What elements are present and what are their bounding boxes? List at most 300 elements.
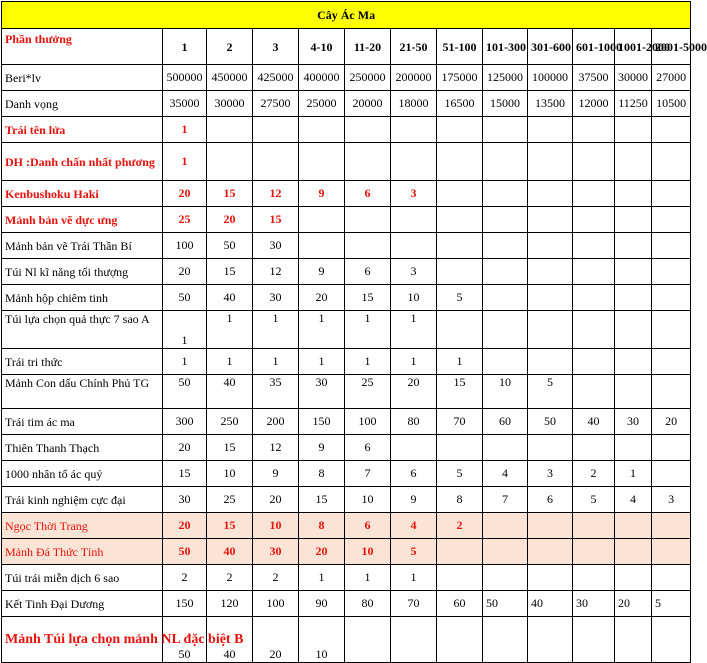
table-row: [2, 617, 691, 663]
value-cell: [652, 435, 691, 461]
value-cell: [437, 617, 483, 663]
value-cell: 5: [391, 539, 437, 565]
value-cell: 30: [573, 591, 615, 617]
value-cell: 12: [253, 259, 299, 285]
value-cell: 1: [163, 143, 207, 181]
value-cell: 18000: [391, 91, 437, 117]
value-cell: [615, 513, 652, 539]
value-cell: [652, 259, 691, 285]
value-cell: 9: [253, 461, 299, 487]
value-cell: [615, 285, 652, 311]
value-cell: 20: [253, 617, 299, 663]
value-cell: 2: [573, 461, 615, 487]
value-cell: 20: [299, 539, 345, 565]
row-label: Túi lựa chọn quả thực 7 sao A: [2, 311, 163, 349]
value-cell: [253, 143, 299, 181]
row-label: Mảnh Con dấu Chính Phủ TG: [2, 375, 163, 409]
header-label: Phần thưởng: [2, 29, 163, 65]
value-cell: 8: [299, 461, 345, 487]
value-cell: 20: [163, 181, 207, 207]
value-cell: 50: [528, 409, 573, 435]
value-cell: [483, 233, 528, 259]
value-cell: 200000: [391, 65, 437, 91]
value-cell: 30: [615, 409, 652, 435]
value-cell: 20: [163, 435, 207, 461]
value-cell: 450000: [207, 65, 253, 91]
value-cell: 30000: [207, 91, 253, 117]
table-row: [2, 375, 691, 409]
value-cell: 16500: [437, 91, 483, 117]
value-cell: [483, 539, 528, 565]
table-row: [2, 513, 691, 539]
value-cell: 40: [207, 539, 253, 565]
value-cell: [207, 143, 253, 181]
row-label: Túi Nl kĩ năng tối thượng: [2, 259, 163, 285]
rank-header: 2001-5000: [652, 29, 691, 65]
row-label: Trái tri thức: [2, 349, 163, 375]
value-cell: 1: [253, 349, 299, 375]
value-cell: 2: [207, 565, 253, 591]
value-cell: 400000: [299, 65, 345, 91]
value-cell: [528, 311, 573, 349]
value-cell: 7: [345, 461, 391, 487]
value-cell: [528, 117, 573, 143]
value-cell: 6: [391, 461, 437, 487]
table-row: [2, 461, 691, 487]
table-title: Cây Ác Ma: [2, 2, 691, 29]
value-cell: 6: [345, 181, 391, 207]
value-cell: 15: [207, 435, 253, 461]
value-cell: 30: [299, 375, 345, 409]
value-cell: 250000: [345, 65, 391, 91]
value-cell: 50: [163, 617, 207, 663]
value-cell: [615, 565, 652, 591]
row-label: Beri*lv: [2, 65, 163, 91]
row-label: Trái kinh nghiệm cực đại: [2, 487, 163, 513]
rank-header: 1001-2000: [615, 29, 652, 65]
value-cell: 6: [345, 513, 391, 539]
value-cell: [652, 617, 691, 663]
value-cell: 1: [163, 349, 207, 375]
value-cell: [615, 259, 652, 285]
value-cell: [573, 375, 615, 409]
table-row: [2, 207, 691, 233]
value-cell: 20: [253, 487, 299, 513]
value-cell: 10500: [652, 91, 691, 117]
header-row: [2, 29, 691, 65]
value-cell: [615, 375, 652, 409]
value-cell: [652, 565, 691, 591]
value-cell: [528, 233, 573, 259]
value-cell: 5: [437, 461, 483, 487]
value-cell: [573, 349, 615, 375]
value-cell: 1: [391, 349, 437, 375]
value-cell: [437, 143, 483, 181]
value-cell: 11250: [615, 91, 652, 117]
value-cell: [573, 207, 615, 233]
value-cell: [652, 285, 691, 311]
value-cell: 15: [207, 181, 253, 207]
value-cell: 175000: [437, 65, 483, 91]
value-cell: [615, 143, 652, 181]
value-cell: 60: [437, 591, 483, 617]
rank-header: 11-20: [345, 29, 391, 65]
table-row: [2, 91, 691, 117]
value-cell: 125000: [483, 65, 528, 91]
value-cell: 30: [253, 233, 299, 259]
value-cell: 3: [528, 461, 573, 487]
value-cell: [573, 233, 615, 259]
row-label: Mảnh Túi lựa chọn mảnh NL đặc biệt B: [2, 617, 163, 663]
value-cell: [528, 143, 573, 181]
value-cell: 9: [299, 181, 345, 207]
row-label: Ngọc Thời Trang: [2, 513, 163, 539]
value-cell: [528, 565, 573, 591]
value-cell: [483, 349, 528, 375]
value-cell: [615, 311, 652, 349]
value-cell: 20: [163, 513, 207, 539]
value-cell: 1: [207, 311, 253, 349]
value-cell: 37500: [573, 65, 615, 91]
value-cell: 40: [207, 375, 253, 409]
value-cell: [437, 435, 483, 461]
value-cell: [615, 233, 652, 259]
value-cell: 70: [437, 409, 483, 435]
value-cell: 10: [391, 285, 437, 311]
value-cell: 25: [163, 207, 207, 233]
value-cell: 27000: [652, 65, 691, 91]
value-cell: [528, 181, 573, 207]
value-cell: 1: [299, 311, 345, 349]
value-cell: [345, 143, 391, 181]
value-cell: 10: [299, 617, 345, 663]
row-label: 1000 nhân tố ác quỷ: [2, 461, 163, 487]
value-cell: 1: [437, 349, 483, 375]
value-cell: [345, 617, 391, 663]
value-cell: 40: [207, 285, 253, 311]
value-cell: [615, 539, 652, 565]
value-cell: 4: [391, 513, 437, 539]
value-cell: [528, 349, 573, 375]
value-cell: 9: [299, 259, 345, 285]
value-cell: [528, 259, 573, 285]
value-cell: [652, 349, 691, 375]
value-cell: [615, 435, 652, 461]
value-cell: [299, 233, 345, 259]
value-cell: 150: [299, 409, 345, 435]
value-cell: [573, 565, 615, 591]
value-cell: 50: [207, 233, 253, 259]
value-cell: [652, 539, 691, 565]
value-cell: [652, 233, 691, 259]
value-cell: 15: [163, 461, 207, 487]
value-cell: 12: [253, 181, 299, 207]
value-cell: [299, 207, 345, 233]
value-cell: [437, 233, 483, 259]
value-cell: [483, 259, 528, 285]
value-cell: 80: [391, 409, 437, 435]
rank-header: 101-300: [483, 29, 528, 65]
value-cell: 250: [207, 409, 253, 435]
value-cell: [573, 435, 615, 461]
value-cell: [483, 311, 528, 349]
value-cell: [483, 207, 528, 233]
rank-header: 2: [207, 29, 253, 65]
value-cell: [573, 259, 615, 285]
value-cell: 100: [163, 233, 207, 259]
value-cell: 5: [652, 591, 691, 617]
value-cell: 425000: [253, 65, 299, 91]
value-cell: 20000: [345, 91, 391, 117]
value-cell: [437, 565, 483, 591]
row-label: DH :Danh chấn nhất phương: [2, 143, 163, 181]
value-cell: 15: [437, 375, 483, 409]
value-cell: 3: [652, 487, 691, 513]
row-label: Mảnh hộp chiêm tinh: [2, 285, 163, 311]
value-cell: [437, 207, 483, 233]
value-cell: [391, 117, 437, 143]
table-row: [2, 233, 691, 259]
table-row: [2, 285, 691, 311]
table-row: [2, 117, 691, 143]
value-cell: 15: [253, 207, 299, 233]
value-cell: 1: [163, 117, 207, 143]
value-cell: 10: [345, 539, 391, 565]
value-cell: 100: [253, 591, 299, 617]
value-cell: 50: [163, 285, 207, 311]
value-cell: 90: [299, 591, 345, 617]
row-label: Thiên Thanh Thạch: [2, 435, 163, 461]
value-cell: 30: [163, 487, 207, 513]
rank-header: 601-1000: [573, 29, 615, 65]
row-label: Kết Tinh Đại Dương: [2, 591, 163, 617]
value-cell: [207, 117, 253, 143]
value-cell: 4: [615, 487, 652, 513]
value-cell: 20: [163, 259, 207, 285]
rank-header: 4-10: [299, 29, 345, 65]
value-cell: 50: [163, 539, 207, 565]
rank-header: 3: [253, 29, 299, 65]
row-label: Túi trái miễn dịch 6 sao: [2, 565, 163, 591]
value-cell: 3: [391, 259, 437, 285]
rewards-table: [1, 1, 707, 663]
value-cell: [573, 181, 615, 207]
table-row: [2, 311, 691, 349]
value-cell: [573, 539, 615, 565]
value-cell: 1: [253, 311, 299, 349]
value-cell: [483, 117, 528, 143]
value-cell: 9: [299, 435, 345, 461]
table-row: [2, 259, 691, 285]
value-cell: 5: [437, 285, 483, 311]
table-row: [2, 349, 691, 375]
row-label: Mảnh bản vẽ Trái Thần Bí: [2, 233, 163, 259]
value-cell: [615, 181, 652, 207]
value-cell: 30: [253, 285, 299, 311]
value-cell: [253, 117, 299, 143]
value-cell: 1: [345, 349, 391, 375]
table-row: [2, 435, 691, 461]
value-cell: 15: [345, 285, 391, 311]
value-cell: [391, 617, 437, 663]
value-cell: 10: [483, 375, 528, 409]
value-cell: 40: [528, 591, 573, 617]
value-cell: 27500: [253, 91, 299, 117]
table-row: [2, 591, 691, 617]
value-cell: 20: [652, 409, 691, 435]
value-cell: 12: [253, 435, 299, 461]
value-cell: [528, 513, 573, 539]
value-cell: 8: [299, 513, 345, 539]
value-cell: 50: [483, 591, 528, 617]
value-cell: [345, 233, 391, 259]
table-row: [2, 65, 691, 91]
value-cell: 80: [345, 591, 391, 617]
table-row: [2, 181, 691, 207]
value-cell: 70: [391, 591, 437, 617]
value-cell: [345, 117, 391, 143]
value-cell: 20: [391, 375, 437, 409]
value-cell: [437, 259, 483, 285]
value-cell: 1: [299, 349, 345, 375]
value-cell: 6: [345, 259, 391, 285]
value-cell: 10: [207, 461, 253, 487]
value-cell: [652, 513, 691, 539]
value-cell: 1: [163, 311, 207, 349]
value-cell: 50: [163, 375, 207, 409]
value-cell: [345, 207, 391, 233]
value-cell: 100: [345, 409, 391, 435]
value-cell: 30: [253, 539, 299, 565]
value-cell: 25000: [299, 91, 345, 117]
table-row: [2, 539, 691, 565]
value-cell: [299, 117, 345, 143]
value-cell: 5: [528, 375, 573, 409]
value-cell: 35000: [163, 91, 207, 117]
row-label: Kenbushoku Haki: [2, 181, 163, 207]
value-cell: [483, 285, 528, 311]
value-cell: [528, 435, 573, 461]
row-label: Mảnh bản vẽ dực ưng: [2, 207, 163, 233]
value-cell: [299, 143, 345, 181]
value-cell: 1: [391, 311, 437, 349]
value-cell: 150: [163, 591, 207, 617]
value-cell: 100000: [528, 65, 573, 91]
value-cell: 3: [391, 181, 437, 207]
value-cell: [528, 617, 573, 663]
value-cell: 1: [345, 565, 391, 591]
value-cell: [652, 143, 691, 181]
value-cell: [652, 311, 691, 349]
value-cell: 15000: [483, 91, 528, 117]
rank-header: 21-50: [391, 29, 437, 65]
value-cell: 6: [528, 487, 573, 513]
value-cell: 20: [299, 285, 345, 311]
value-cell: 10: [253, 513, 299, 539]
value-cell: [615, 207, 652, 233]
value-cell: 8: [437, 487, 483, 513]
value-cell: 2: [437, 513, 483, 539]
value-cell: 1: [615, 461, 652, 487]
value-cell: 40: [573, 409, 615, 435]
value-cell: [652, 181, 691, 207]
table-row: [2, 565, 691, 591]
value-cell: 120: [207, 591, 253, 617]
value-cell: [437, 311, 483, 349]
value-cell: 200: [253, 409, 299, 435]
value-cell: 30000: [615, 65, 652, 91]
value-cell: [391, 233, 437, 259]
value-cell: [483, 435, 528, 461]
table-row: [2, 143, 691, 181]
value-cell: [528, 285, 573, 311]
value-cell: [573, 617, 615, 663]
value-cell: 2: [163, 565, 207, 591]
value-cell: [573, 513, 615, 539]
value-cell: [615, 617, 652, 663]
value-cell: [573, 117, 615, 143]
value-cell: [483, 617, 528, 663]
value-cell: 20: [207, 207, 253, 233]
value-cell: [437, 181, 483, 207]
value-cell: 1: [207, 349, 253, 375]
title-row: [2, 2, 691, 29]
value-cell: [652, 117, 691, 143]
value-cell: [483, 181, 528, 207]
row-label: Mảnh Đá Thức Tỉnh: [2, 539, 163, 565]
value-cell: [615, 349, 652, 375]
value-cell: 500000: [163, 65, 207, 91]
value-cell: [437, 117, 483, 143]
value-cell: 15: [207, 513, 253, 539]
table-row: [2, 487, 691, 513]
value-cell: 10: [345, 487, 391, 513]
rank-header: 51-100: [437, 29, 483, 65]
value-cell: 25: [345, 375, 391, 409]
row-label: Danh vọng: [2, 91, 163, 117]
value-cell: 12000: [573, 91, 615, 117]
value-cell: 6: [345, 435, 391, 461]
rank-header: 1: [163, 29, 207, 65]
value-cell: [652, 461, 691, 487]
value-cell: 60: [483, 409, 528, 435]
value-cell: [652, 375, 691, 409]
table-row: [2, 409, 691, 435]
row-label: Trái tên lửa: [2, 117, 163, 143]
value-cell: 15: [299, 487, 345, 513]
value-cell: [573, 311, 615, 349]
value-cell: 5: [573, 487, 615, 513]
value-cell: 1: [345, 311, 391, 349]
value-cell: 35: [253, 375, 299, 409]
row-label: Trái tim ác ma: [2, 409, 163, 435]
value-cell: 7: [483, 487, 528, 513]
value-cell: 40: [207, 617, 253, 663]
rank-header: 301-600: [528, 29, 573, 65]
value-cell: 15: [207, 259, 253, 285]
value-cell: [437, 539, 483, 565]
value-cell: 300: [163, 409, 207, 435]
value-cell: [573, 285, 615, 311]
value-cell: 9: [391, 487, 437, 513]
value-cell: [391, 207, 437, 233]
value-cell: 13500: [528, 91, 573, 117]
value-cell: 20: [615, 591, 652, 617]
value-cell: 2: [253, 565, 299, 591]
value-cell: [391, 435, 437, 461]
value-cell: 25: [207, 487, 253, 513]
value-cell: [483, 513, 528, 539]
